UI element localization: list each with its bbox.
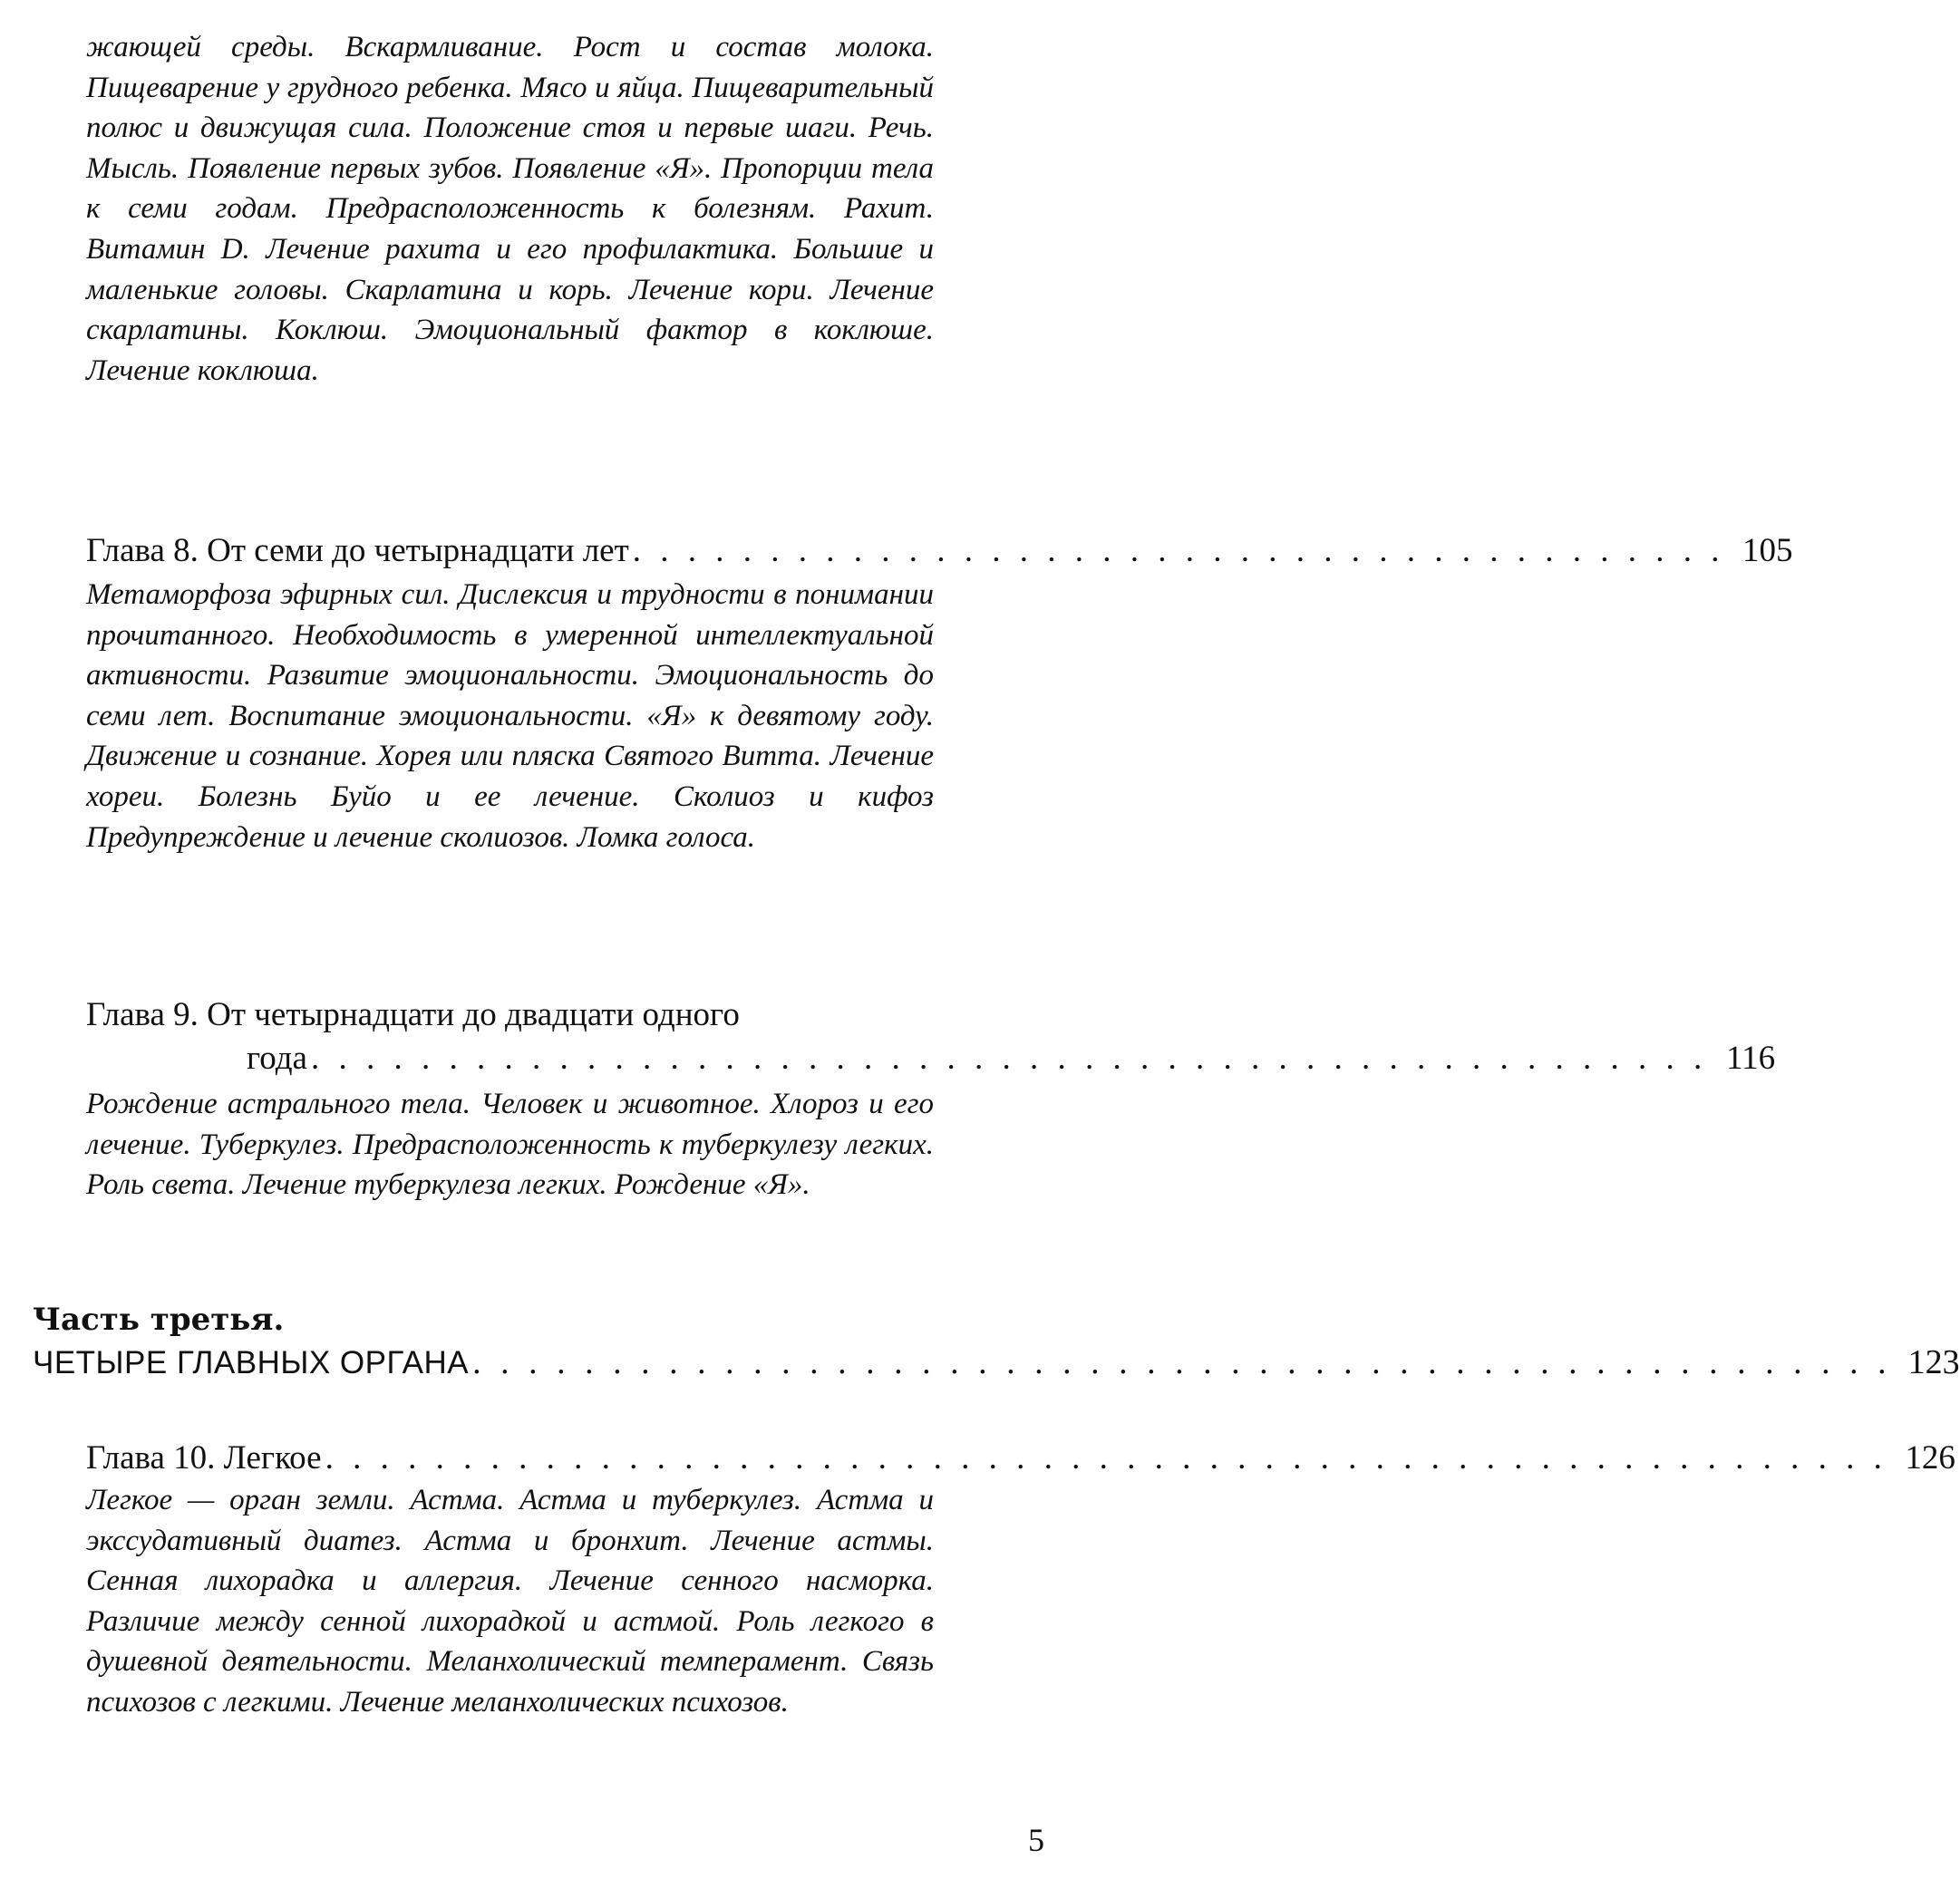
chapter8-description: Метаморфоза эфирных сил. Дислексия и трудности в понимании прочитанного. Необходимость в умеренной интеллектуальной активности. Развитие эмоциональности. Эмоциональность до семи лет. Воспитание эмоциональности. «Я» к девятому году. Движение и сознание. Хорея или пляска Святого Витта. Лечение хореи. Болезнь Буйо и ее лечение. Сколиоз и кифоз Предупреждение и лечение сколиозов. Ломка голоса.	[86, 578, 934, 854]
chapter9-title-line2: года	[247, 1040, 307, 1077]
chapter9-title-line1: Глава 9. От четырнадцати до двадцати одного	[86, 996, 740, 1033]
chapter8-title: Глава 8. От семи до четырнадцати лет	[86, 532, 629, 569]
chapter10-title: Глава 10. Легкое	[86, 1439, 322, 1477]
toc-entry-chapter8[interactable]	[86, 529, 1793, 573]
chapter10-page-number: 126	[1905, 1439, 1955, 1477]
part3-title: ЧЕТЫРЕ ГЛАВНЫХ ОРГАНА	[33, 1345, 470, 1380]
part3-leader-dots: . . . . . . . . . . . . . . . . . . . . . . . . . . . . . . . . . . . . . . . . . . . . . . . . . . .	[472, 1343, 1892, 1381]
toc-entry-chapter10[interactable]	[86, 1437, 1955, 1480]
page-number: 5	[1028, 1822, 1044, 1858]
part3-page-number: 123	[1907, 1343, 1960, 1381]
toc-entry-chapter9[interactable]	[247, 1037, 1776, 1080]
chapter10-description: Легкое — орган земли. Астма. Астма и туберкулез. Астма и экссудативный диатез. Астма и бронхит. Лечение астмы. Сенная лихорадка и аллергия. Лечение сенного насморка. Различие между сенной лихорадкой и астмой. Роль легкого в душевной деятельности. Меланхолический темперамент. Связь психозов с легкими. Лечение меланхолических психозов.	[86, 1484, 934, 1719]
chapter7-description: жающей среды. Вскармливание. Рост и состав молока. Пищеварение у грудного ребенка. Мясо и яйца. Пищеварительный полюс и движущая сила. Положение стоя и первые шаги. Речь. Мысль. Появление первых зубов. Появление «Я». Пропорции тела к семи годам. Предрасположенность к болезням. Рахит. Витамин D. Лечение рахита и его профилактика. Большие и маленькие головы. Скарлатина и корь. Лечение кори. Лечение скарлатины. Коклюш. Эмоциональный фактор в коклюше. Лечение коклюша.	[86, 31, 934, 387]
chapter9-description: Рождение астрального тела. Человек и животное. Хлороз и его лечение. Туберкулез. Предрасположенность к туберкулезу легких. Роль света. Лечение туберкулеза легких. Рождение «Я».	[86, 1088, 934, 1202]
chapter9-leader-dots: . . . . . . . . . . . . . . . . . . . . . . . . . . . . . . . . . . . . . . . . . . . . . . . . . . .	[310, 1040, 1708, 1077]
chapter10-leader-dots: . . . . . . . . . . . . . . . . . . . . . . . . . . . . . . . . . . . . . . . . . . . . . . . . . . . . . . . . .	[325, 1439, 1887, 1477]
chapter8-page-number: 105	[1742, 532, 1793, 569]
part3-label: Часть третья.	[33, 1302, 285, 1338]
chapter8-leader-dots: . . . . . . . . . . . . . . . . . . . . . . . . . . . . . . . . . . . . . . . .	[632, 532, 1725, 569]
toc-entry-part3[interactable]	[33, 1340, 1960, 1386]
chapter9-page-number: 116	[1726, 1040, 1776, 1077]
